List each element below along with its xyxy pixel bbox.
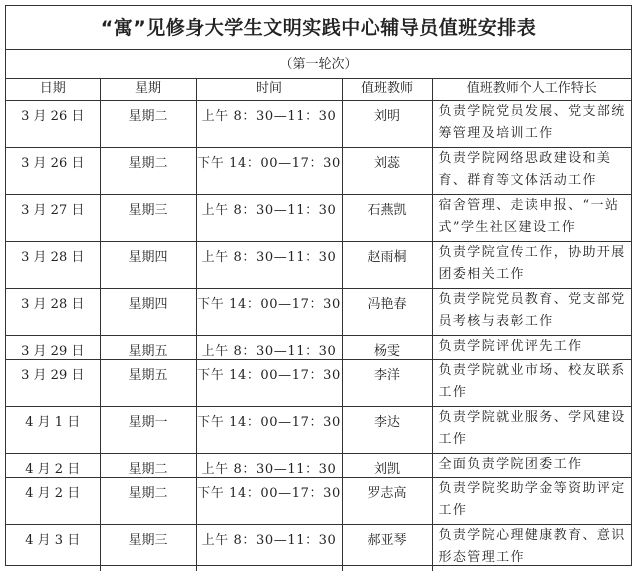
cell-weekday: 星期二 (100, 147, 196, 194)
cell-teacher: 李达 (342, 406, 432, 453)
table-row (6, 194, 631, 241)
cell-duty: 负责学院就业服务、学风建设工作 (432, 406, 631, 453)
table-row (6, 335, 631, 359)
header-duty: 值班教师个人工作特长 (432, 79, 631, 100)
table-row (6, 147, 631, 194)
cell-weekday: 星期一 (100, 406, 196, 453)
cell-time: 上午 8：30—11：30 (196, 453, 342, 477)
cell-date: 4 月 1 日 (6, 406, 100, 453)
cell-duty: 负责学院就业市场、校友联系工作 (432, 359, 631, 406)
cell-date: 3 月 26 日 (6, 100, 100, 147)
cell-teacher: 刘明 (342, 100, 432, 147)
cell-teacher: 刘蕊 (342, 147, 432, 194)
cell-date: 3 月 28 日 (6, 288, 100, 335)
cell-teacher: 郝亚琴 (342, 524, 432, 571)
cell-time: 下午 14：00—17：30 (196, 359, 342, 406)
cell-time: 上午 8：30—11：30 (196, 241, 342, 288)
cell-time: 下午 14：00—17：30 (196, 477, 342, 524)
cell-duty: 负责学院党员教育、党支部党员考核与表彰工作 (432, 288, 631, 335)
document-title: “寓”见修身大学生文明实践中心辅导员值班安排表 (6, 6, 631, 50)
schedule-document (5, 5, 632, 566)
cell-weekday: 星期二 (100, 453, 196, 477)
cell-weekday: 星期二 (100, 100, 196, 147)
cell-weekday: 星期二 (100, 477, 196, 524)
cell-teacher: 石燕凯 (342, 194, 432, 241)
cell-time: 下午 14：00—17：30 (196, 288, 342, 335)
cell-weekday: 星期五 (100, 335, 196, 359)
header-date: 日期 (6, 79, 100, 100)
cell-duty: 负责学院宣传工作，协助开展团委相关工作 (432, 241, 631, 288)
cell-duty: 宿舍管理、走读申报、“一站式”学生社区建设工作 (432, 194, 631, 241)
cell-teacher: 冯艳春 (342, 288, 432, 335)
table-row (6, 524, 631, 571)
table-row (6, 453, 631, 477)
cell-time: 上午 8：30—11：30 (196, 524, 342, 571)
cell-date: 4 月 3 日 (6, 524, 100, 571)
header-teacher: 值班教师 (342, 79, 432, 100)
cell-date: 3 月 27 日 (6, 194, 100, 241)
cell-weekday: 星期三 (100, 524, 196, 571)
header-time: 时间 (196, 79, 342, 100)
cell-duty: 负责学院网络思政建设和美育、群育等文体活动工作 (432, 147, 631, 194)
header-weekday: 星期 (100, 79, 196, 100)
cell-date: 3 月 26 日 (6, 147, 100, 194)
cell-duty: 负责学院评优评先工作 (432, 335, 631, 359)
cell-time: 上午 8：30—11：30 (196, 100, 342, 147)
table-row (6, 288, 631, 335)
header-row (6, 79, 631, 100)
cell-date: 3 月 29 日 (6, 359, 100, 406)
table-row (6, 241, 631, 288)
table-row (6, 477, 631, 524)
cell-teacher: 刘凯 (342, 453, 432, 477)
cell-date: 3 月 28 日 (6, 241, 100, 288)
cell-teacher: 罗志高 (342, 477, 432, 524)
cell-time: 下午 14：00—17：30 (196, 406, 342, 453)
cell-weekday: 星期三 (100, 194, 196, 241)
cell-weekday: 星期四 (100, 288, 196, 335)
cell-date: 4 月 2 日 (6, 477, 100, 524)
cell-teacher: 赵雨桐 (342, 241, 432, 288)
round-subtitle: （第一轮次） (6, 50, 631, 79)
table-row (6, 359, 631, 406)
cell-time: 上午 8：30—11：30 (196, 194, 342, 241)
cell-weekday: 星期五 (100, 359, 196, 406)
cell-weekday: 星期四 (100, 241, 196, 288)
cell-teacher: 李洋 (342, 359, 432, 406)
cell-duty: 负责学院党员发展、党支部统筹管理及培训工作 (432, 100, 631, 147)
table-row (6, 406, 631, 453)
cell-duty: 全面负责学院团委工作 (432, 453, 631, 477)
cell-date: 3 月 29 日 (6, 335, 100, 359)
cell-date: 4 月 2 日 (6, 453, 100, 477)
table-row (6, 100, 631, 147)
cell-duty: 负责学院奖助学金等资助评定工作 (432, 477, 631, 524)
cell-time: 上午 8：30—11：30 (196, 335, 342, 359)
cell-duty: 负责学院心理健康教育、意识形态管理工作 (438, 527, 626, 565)
schedule-table (6, 79, 631, 571)
cell-teacher: 杨雯 (342, 335, 432, 359)
cell-time: 下午 14：00—17：30 (196, 147, 342, 194)
